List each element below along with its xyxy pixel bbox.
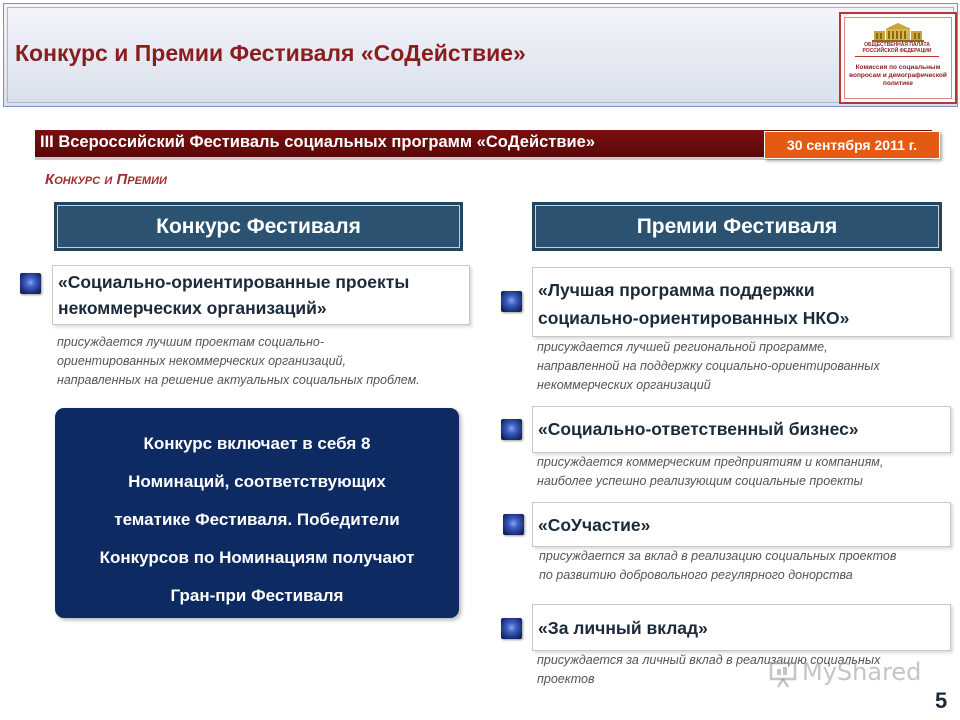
slide-header — [3, 3, 958, 107]
award-item-box — [532, 502, 951, 547]
award-item-desc-line2: направленной на поддержку социально-ориентированных — [537, 359, 880, 373]
award-item-box — [532, 604, 951, 651]
info-line: Номинаций, соответствующих — [128, 472, 386, 491]
contest-heading-label: Конкурс Фестиваля — [57, 205, 460, 248]
contest-heading — [54, 202, 463, 251]
award-item-desc-line1: присуждается за вклад в реализацию социальных проектов — [539, 549, 897, 563]
award-item-desc-line2: по развитию добровольного регулярного донорства — [539, 568, 853, 582]
bullet-icon — [20, 273, 41, 294]
award-item-box — [532, 406, 951, 453]
section-title: Конкурс и Премии — [45, 171, 167, 188]
bullet-icon — [501, 419, 522, 440]
building-icon — [871, 22, 925, 42]
awards-heading — [532, 202, 942, 251]
contest-info-box — [55, 408, 459, 618]
award-item-title: «За личный вклад» — [538, 618, 708, 638]
bullet-icon — [503, 514, 524, 535]
bullet-icon — [501, 618, 522, 639]
award-item-title: «СоУчастие» — [538, 515, 651, 535]
contest-item-desc-line3: направленных на решение актуальных социальных проблем. — [57, 373, 420, 387]
info-line: тематике Фестиваля. Победители — [114, 510, 400, 529]
awards-heading-label: Премии Фестиваля — [535, 205, 939, 248]
award-item-title-line1: «Лучшая программа поддержки — [538, 280, 815, 300]
award-item-desc-line1: присуждается за личный вклад в реализацию социальных — [537, 653, 881, 667]
bullet-icon — [501, 291, 522, 312]
contest-item-title-line2: некоммерческих организаций» — [58, 298, 327, 318]
chamber-logo — [839, 12, 957, 104]
info-line: Гран-при Фестиваля — [170, 586, 344, 605]
award-item-desc-line1: присуждается коммерческим предприятиям и компаниям, — [537, 455, 884, 469]
logo-organization: ОБЩЕСТВЕННАЯ ПАЛАТА РОССИЙСКОЙ ФЕДЕРАЦИИ — [855, 42, 939, 57]
contest-info-text — [55, 425, 459, 615]
info-line: Конкурсов по Номинациям получают — [99, 548, 415, 567]
contest-item-title-line1: «Социально-ориентированные проекты — [58, 272, 410, 292]
contest-item-desc-line2: ориентированных некоммерческих организаций, — [57, 354, 346, 368]
page-number: 5 — [935, 688, 948, 713]
festival-date: 30 сентября 2011 г. — [786, 137, 918, 153]
festival-title: III Всероссийский Фестиваль социальных программ «СоДействие» — [40, 133, 595, 151]
award-item-title-line2: социально-ориентированных НКО» — [538, 308, 850, 328]
date-badge — [764, 131, 940, 159]
presentation-icon — [768, 660, 798, 688]
contest-item-box — [52, 265, 470, 325]
award-item-title: «Социально-ответственный бизнес» — [538, 419, 859, 439]
award-item-box — [532, 267, 951, 337]
award-item-desc-line3: некоммерческих организаций — [537, 378, 711, 392]
contest-item-desc-line1: присуждается лучшим проектам социально- — [57, 335, 324, 349]
page-title: Конкурс и Премии Фестиваля «СоДействие» — [15, 40, 526, 66]
info-line: Конкурс включает в себя 8 — [143, 434, 371, 453]
logo-commission: Комиссия по социальным вопросам и демографической политике — [849, 64, 947, 87]
watermark-text: MyShared — [802, 658, 922, 686]
award-item-desc-line2: наиболее успешно реализующим социальные проекты — [537, 474, 863, 488]
award-item-desc-line1: присуждается лучшей региональной программе, — [537, 340, 828, 354]
award-item-desc-line2: проектов — [537, 672, 595, 686]
